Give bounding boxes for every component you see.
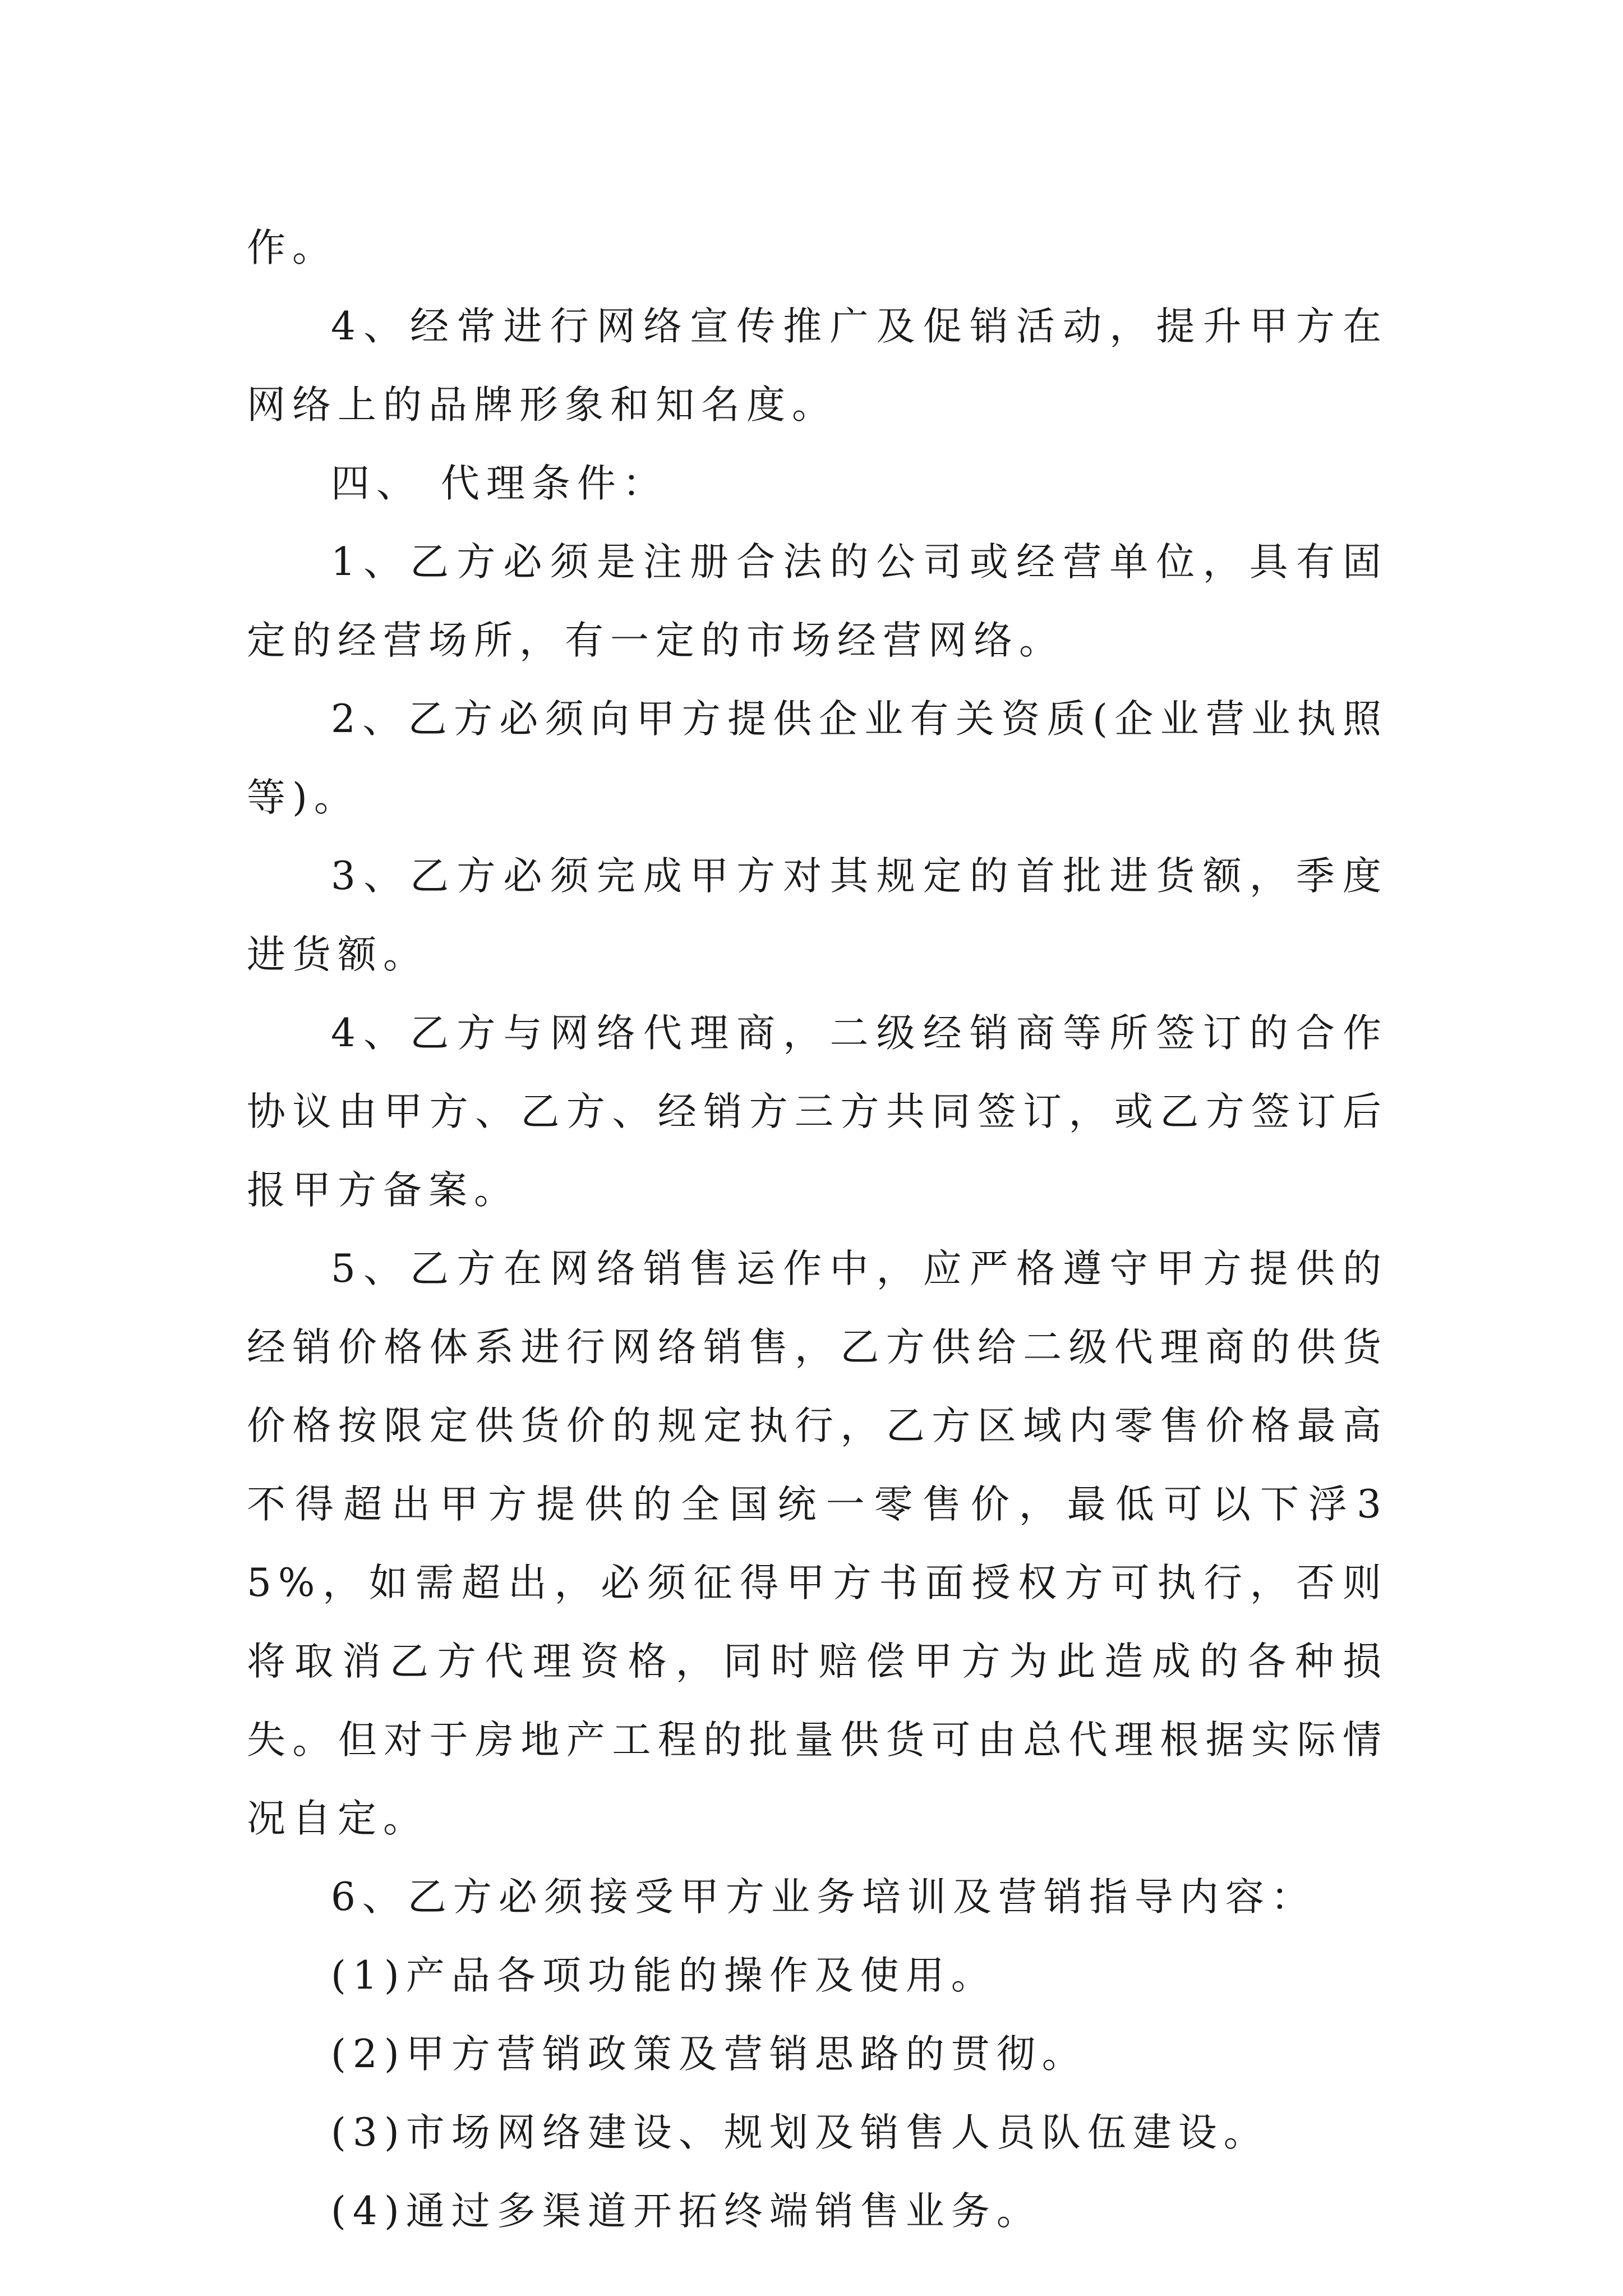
sub-item-1: (1)产品各项功能的操作及使用。 — [331, 1953, 997, 1998]
section-heading-agency-conditions: 四、 代理条件： — [331, 461, 668, 506]
paragraph-condition-4: 4、乙方与网络代理商，二级经销商等所签订的合作协议由甲方、乙方、经销方三方共同签订，或乙方签订后报甲方备案。 — [247, 1011, 1388, 1213]
paragraph-condition-6: 6、乙方必须接受甲方业务培训及营销指导内容： — [331, 1875, 1316, 1920]
paragraph-condition-1: 1、乙方必须是注册合法的公司或经营单位，具有固定的经营场所，有一定的市场经营网络。 — [247, 540, 1388, 663]
sub-item-2: (2)甲方营销政策及营销思路的贯彻。 — [331, 2032, 1087, 2077]
paragraph-condition-3: 3、乙方必须完成甲方对其规定的首批进货额，季度进货额。 — [247, 854, 1388, 977]
paragraph-condition-2: 2、乙方必须向甲方提供企业有关资质(企业营业执照等)。 — [247, 697, 1388, 820]
paragraph-condition-5: 5、乙方在网络销售运作中，应严格遵守甲方提供的经销价格体系进行网络销售，乙方供给二级代理商的供货价格按限定供货价的规定执行，乙方区域内零售价格最高不得超出甲方提供的全国统一零售价，最低可以下浮35%，如需超出，必须征得甲方书面授权方可执行，否则将取消乙方代理资格，同时赔偿甲方为此造成的各种损失。但对于房地产工程的批量供货可由总代理根据实际情况自定。 — [247, 1246, 1388, 1841]
document-body — [247, 209, 1388, 2251]
paragraph-continuation: 作。 — [247, 226, 338, 270]
sub-item-3: (3)市场网络建设、规划及销售人员队伍建设。 — [331, 2110, 1269, 2155]
sub-item-4: (4)通过多渠道开拓终端销售业务。 — [331, 2189, 1042, 2234]
paragraph-item-4-promotion: 4、经常进行网络宣传推广及促销活动，提升甲方在网络上的品牌形象和知名度。 — [247, 304, 1388, 427]
